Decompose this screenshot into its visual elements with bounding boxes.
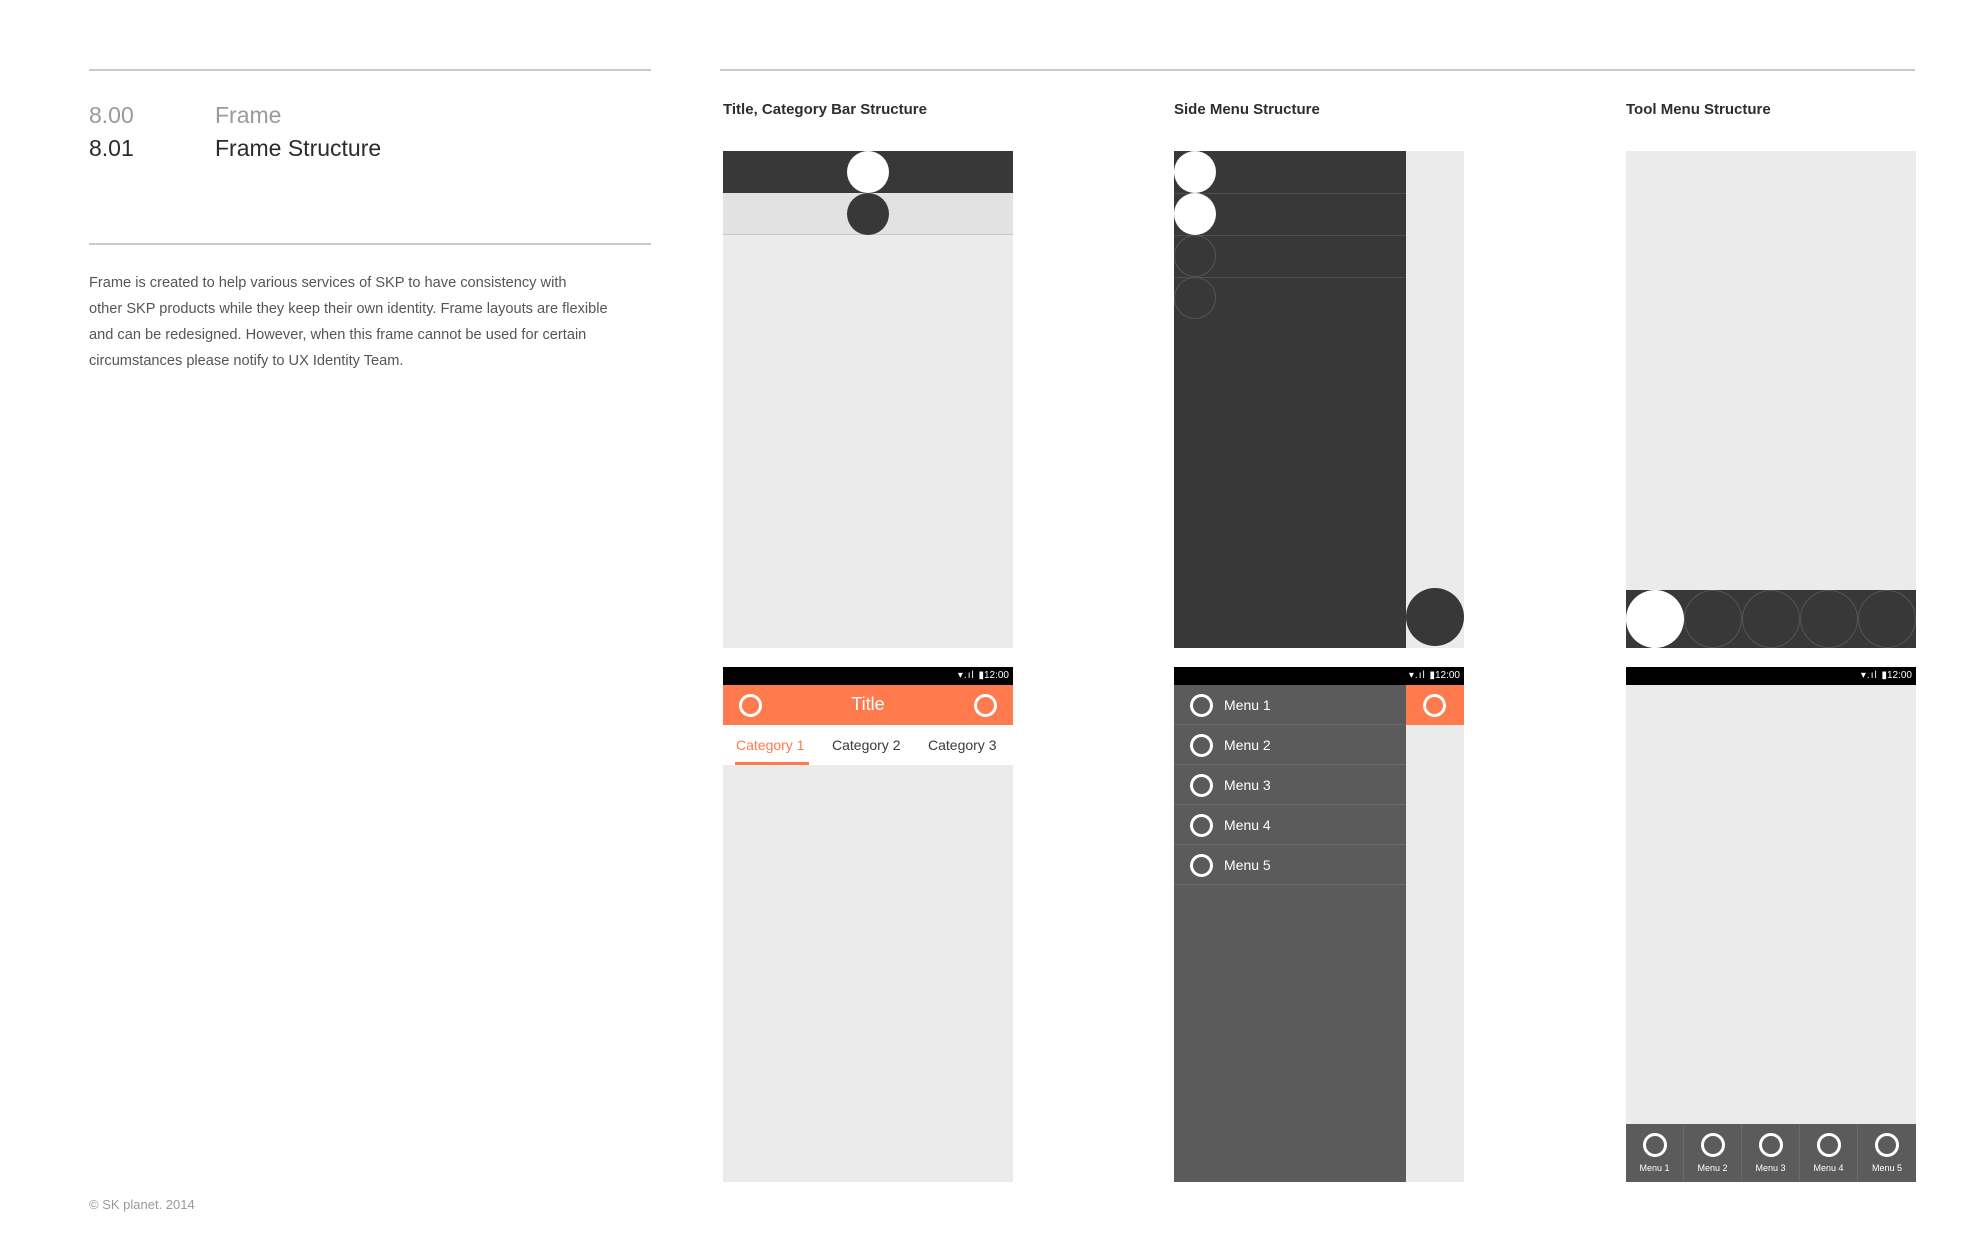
side-menu-item[interactable] [1174, 845, 1406, 885]
menu-item-icon [1190, 734, 1213, 757]
category-bar [723, 725, 1013, 765]
tool-item-icon [1701, 1133, 1725, 1157]
heading-tool-menu: Tool Menu Structure [1626, 101, 1771, 118]
active-tab-indicator [735, 762, 809, 765]
tool-item-icon [1875, 1133, 1899, 1157]
example-tool-menu [1626, 667, 1916, 1182]
status-time: 12:00 [983, 670, 1009, 681]
tool-slot-circle [1626, 590, 1684, 648]
intro-line: other SKP products while they keep their own identity. Frame layouts are flexible [89, 301, 608, 317]
menu-item-label: Menu 3 [1224, 777, 1271, 793]
row-divider [1174, 235, 1406, 236]
parent-section-number: 8.00 [89, 102, 134, 128]
tool-item-label: Menu 4 [1813, 1163, 1844, 1173]
status-bar [1174, 667, 1464, 685]
status-time: 12:00 [1886, 670, 1912, 681]
section-number: 8.01 [89, 135, 134, 161]
wireframe-side-menu [1174, 151, 1464, 648]
tool-menu-bar [1626, 1124, 1916, 1182]
top-rule-left [89, 69, 651, 71]
tool-item-label: Menu 2 [1697, 1163, 1728, 1173]
tab-category-2[interactable]: Category 2 [832, 737, 901, 753]
side-menu-item[interactable] [1174, 725, 1406, 765]
signal-battery-icon: ▾.ıl ▮ [957, 670, 985, 681]
menu-item-label: Menu 1 [1224, 697, 1271, 713]
status-time: 12:00 [1434, 670, 1460, 681]
top-rule-right [720, 69, 1915, 71]
menu-item-label: Menu 2 [1224, 737, 1271, 753]
category-slot-circle [847, 193, 889, 235]
example-title-category [723, 667, 1013, 1182]
heading-title-category: Title, Category Bar Structure [723, 101, 927, 118]
tool-slot-circle [1800, 590, 1858, 648]
tool-menu-item[interactable] [1626, 1124, 1684, 1182]
intro-line: circumstances please notify to UX Identity Team. [89, 353, 404, 369]
menu-item-label: Menu 4 [1224, 817, 1271, 833]
menu-slot-circle [1174, 193, 1216, 235]
collapsed-title-bar [1406, 685, 1464, 725]
side-menu-item[interactable] [1174, 805, 1406, 845]
tool-item-label: Menu 1 [1639, 1163, 1670, 1173]
menu-slot-circle [1174, 277, 1216, 319]
menu-item-icon [1190, 814, 1213, 837]
intro-paragraph [89, 270, 649, 374]
tool-slot-circle [1858, 590, 1916, 648]
section-divider [89, 243, 651, 245]
menu-item-icon [1190, 694, 1213, 717]
side-menu-panel [1174, 685, 1406, 1182]
intro-line: Frame is created to help various services of SKP to have consistency with [89, 275, 567, 291]
tool-item-icon [1817, 1133, 1841, 1157]
wireframe-tool-menu [1626, 151, 1916, 648]
signal-battery-icon: ▾.ıl ▮ [1860, 670, 1888, 681]
right-action-icon[interactable] [974, 694, 997, 717]
side-menu-item[interactable] [1174, 765, 1406, 805]
example-side-menu [1174, 667, 1464, 1182]
tool-item-icon [1643, 1133, 1667, 1157]
status-bar [1626, 667, 1916, 685]
app-title: Title [851, 694, 885, 714]
row-divider [1174, 193, 1406, 194]
menu-item-icon [1190, 774, 1213, 797]
tool-menu-item[interactable] [1742, 1124, 1800, 1182]
tool-slot-circle [1742, 590, 1800, 648]
menu-toggle-icon[interactable] [1423, 694, 1446, 717]
section-title: Frame Structure [215, 135, 382, 161]
tool-slot-circle [1684, 590, 1742, 648]
tab-category-3[interactable]: Category 3 [928, 737, 997, 753]
side-menu-item[interactable] [1174, 685, 1406, 725]
tool-item-icon [1759, 1133, 1783, 1157]
intro-line: and can be redesigned. However, when this frame cannot be used for certain [89, 327, 587, 343]
tool-menu-item[interactable] [1684, 1124, 1742, 1182]
menu-slot-circle [1174, 151, 1216, 193]
heading-side-menu: Side Menu Structure [1174, 101, 1320, 118]
copyright: © SK planet. 2014 [89, 1197, 195, 1212]
tool-menu-item[interactable] [1858, 1124, 1916, 1182]
menu-slot-circle [1174, 235, 1216, 277]
parent-section-title: Frame [215, 102, 282, 128]
menu-item-icon [1190, 854, 1213, 877]
row-divider [1174, 277, 1406, 278]
tool-item-label: Menu 3 [1755, 1163, 1786, 1173]
handle-slot-circle [1406, 588, 1464, 646]
title-bar [723, 685, 1013, 725]
status-bar [723, 667, 1013, 685]
title-slot-circle [847, 151, 889, 193]
signal-battery-icon: ▾.ıl ▮ [1408, 670, 1436, 681]
wireframe-title-category [723, 151, 1013, 648]
tool-menu-item[interactable] [1800, 1124, 1858, 1182]
menu-item-label: Menu 5 [1224, 857, 1271, 873]
tab-category-1[interactable]: Category 1 [736, 737, 805, 753]
tool-item-label: Menu 5 [1871, 1163, 1903, 1173]
